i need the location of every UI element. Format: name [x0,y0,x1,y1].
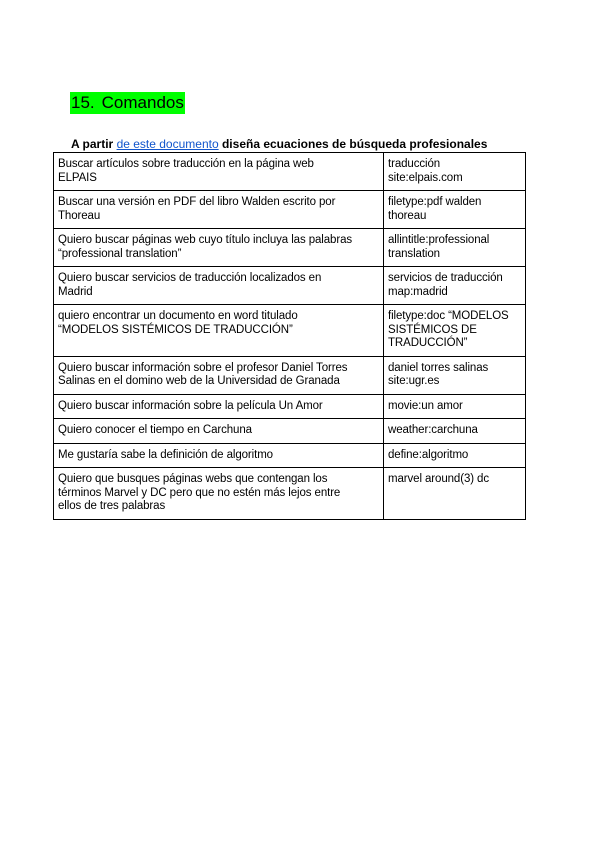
query-cell: define:algoritmo [384,443,526,468]
task-cell: Buscar artículos sobre traducción en la página web ELPAIS [54,153,384,191]
query-cell: marvel around(3) dc [384,468,526,520]
query-cell: movie:un amor [384,394,526,419]
table-row [54,443,526,468]
query-cell: filetype:pdf walden thoreau [384,191,526,229]
task-cell: Quiero buscar información sobre el profesor Daniel Torres Salinas en el domino web de la Universidad de Granada [54,356,384,394]
table-row [54,468,526,520]
task-cell: Buscar una versión en PDF del libro Walden escrito por Thoreau [54,191,384,229]
table-row [54,419,526,444]
intro-suffix: diseña ecuaciones de búsqueda profesionales [218,137,488,151]
section-number: 15. [71,93,95,112]
table-row [54,191,526,229]
intro-prefix: A partir [71,137,117,151]
task-cell: Quiero buscar información sobre la película Un Amor [54,394,384,419]
query-cell: weather:carchuna [384,419,526,444]
query-cell: servicios de traducción map:madrid [384,267,526,305]
task-cell: Quiero buscar páginas web cuyo título incluya las palabras “professional translation” [54,229,384,267]
query-cell: daniel torres salinas site:ugr.es [384,356,526,394]
task-cell: Quiero conocer el tiempo en Carchuna [54,419,384,444]
query-cell: traducción site:elpais.com [384,153,526,191]
query-cell: allintitle:professional translation [384,229,526,267]
table-row [54,229,526,267]
task-cell: quiero encontrar un documento en word titulado “MODELOS SISTÉMICOS DE TRADUCCIÓN” [54,305,384,357]
task-cell: Quiero buscar servicios de traducción localizados en Madrid [54,267,384,305]
table-row [54,267,526,305]
intro-instruction [71,137,487,152]
table-row [54,305,526,357]
table-row [54,153,526,191]
search-equations-table [53,152,526,520]
section-heading [70,92,185,114]
document-link[interactable]: de este documento [116,137,219,151]
section-title: Comandos [101,93,184,112]
table-row [54,356,526,394]
table-row [54,394,526,419]
query-cell: filetype:doc “MODELOS SISTÉMICOS DE TRADUCCIÓN” [384,305,526,357]
task-cell: Quiero que busques páginas webs que contengan los términos Marvel y DC pero que no estén más lejos entre ellos de tres palabras [54,468,384,520]
task-cell: Me gustaría sabe la definición de algoritmo [54,443,384,468]
